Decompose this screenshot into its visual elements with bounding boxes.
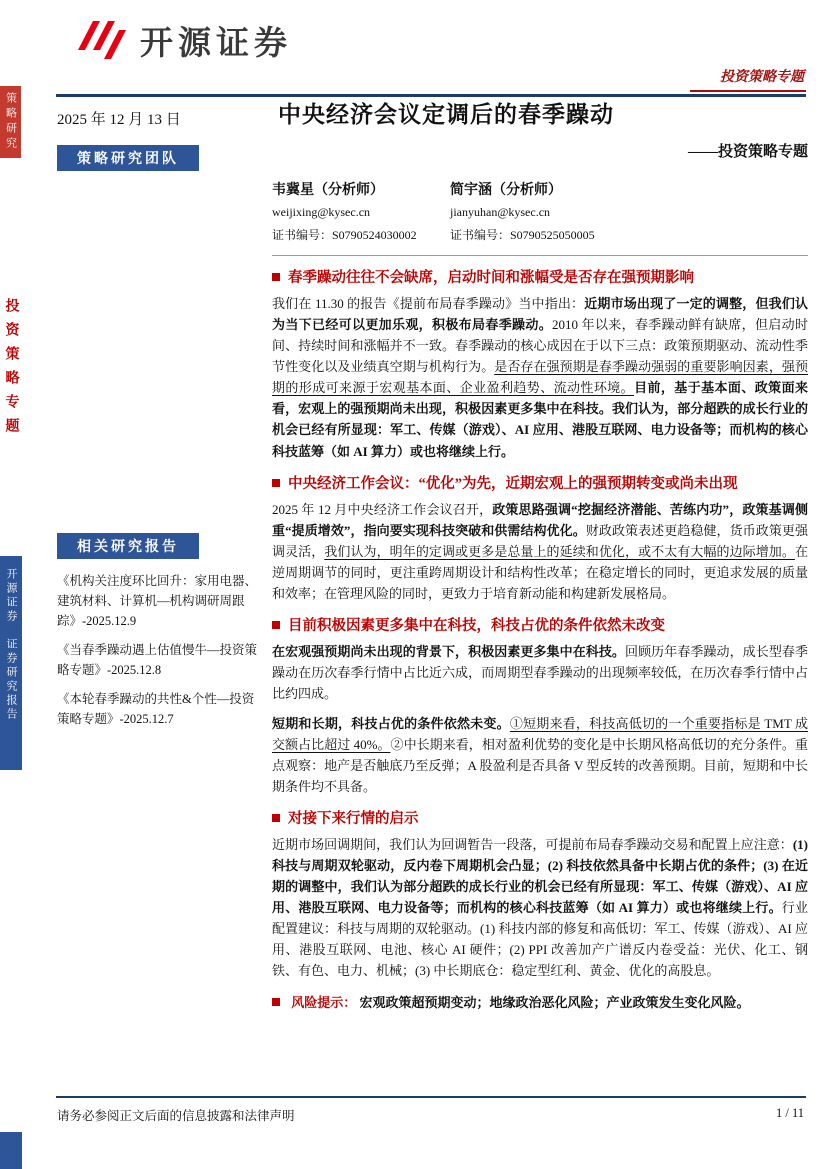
section-bullet-icon — [272, 998, 280, 1006]
text-segment: (1) 科技与周期双轮驱动，反内卷下周期机会凸显；(2) 科技依然具备中长期占优的条件；(3) 在近期的调整中，我们认为部分超跌的成长行业的机会已经有所显现：军工、传媒（游戏）、AI 应用、港股互联网、电力设备等；而机构的核心科技蓝筹（如 AI 算力）或也将继续上行。 — [272, 837, 808, 916]
divider — [272, 255, 808, 256]
analyst-name: 简宇涵（分析师） — [450, 182, 562, 198]
text-segment: 回顾历年春季躁动，成长型春季躁动在历次春季行情中占比近六成，而周期型春季躁动的出现频率较低，在历次春季行情中占比约四成。 — [272, 644, 808, 702]
side-tag-research-report: 证券研究报告 — [5, 638, 17, 722]
section-bullet-icon — [272, 273, 280, 281]
related-report-item: 《机构关注度环比回升：家用电器、建筑材料、计算机—机构调研周跟踪》-2025.12.9 — [57, 574, 258, 628]
paragraph — [272, 499, 808, 604]
related-report-item: 《当春季躁动遇上估值慢牛—投资策略专题》-2025.12.8 — [57, 643, 258, 677]
section-heading-text: 对接下来行情的启示 — [288, 810, 419, 827]
risk-note — [272, 993, 808, 1014]
paragraph — [272, 293, 808, 461]
side-tag-company-name: 开源证券 — [5, 568, 17, 624]
team-badge: 策略研究团队 — [57, 145, 199, 171]
sections — [272, 268, 808, 981]
section-bullet-icon — [272, 479, 280, 487]
footer — [57, 1106, 804, 1124]
report-body — [272, 100, 808, 1092]
text-segment: 我们在 11.30 的报告《提前布局春季躁动》当中指出： — [272, 296, 585, 312]
report-date: 2025 年 12 月 13 日 — [57, 112, 181, 128]
text-segment: 是否存在强预期是春季躁动强弱的重要影响因素，强预期的形成可来源于宏观基本面、企业盈利趋势、流动性环境。 — [272, 359, 808, 396]
text-segment: 我们认为，明年的定调或更多是总量上的延续和优化，或不太有大幅的边际增加。 — [324, 543, 795, 559]
side-tag-company-block — [0, 556, 22, 770]
text-segment: 2010 年以来，春季躁动鲜有缺席，但启动时间、持续时间和涨幅并不一致。春季躁动的核心成因在于以下三点：政策预期驱动、流动性季节性变化以及业绩真空期与机构行为。 — [272, 317, 808, 375]
analyst-name: 韦冀星（分析师） — [272, 182, 384, 198]
header-rule — [56, 94, 806, 97]
text-segment: ②中长期来看，相对盈利优势的变化是中长期风格高低切的充分条件。重点观察：地产是否触底乃至反弹；A 股盈利是否具备 V 型反转的改善预期。目前，短期和中长期条件均不具备。 — [272, 736, 808, 794]
text-segment: 短期和长期，科技占优的条件依然未变。 — [272, 715, 510, 731]
footer-disclaimer: 请务必参阅正文后面的信息披露和法律声明 — [57, 1109, 295, 1123]
company-name: 开源证券 — [140, 25, 292, 62]
section-heading — [272, 474, 808, 494]
related-report-item: 《本轮春季躁动的共性&个性—投资策略专题》-2025.12.7 — [57, 692, 255, 726]
kaiyuan-logo-icon — [74, 16, 128, 64]
text-segment: 目前，基于基本面、政策面来看，宏观上的强预期尚未出现，积极因素更多集中在科技。 — [272, 380, 808, 417]
text-segment: 近期市场回调期间，我们认为回调暂告一段落，可提前布局春季躁动交易和配置上应注意： — [272, 837, 793, 853]
text-segment: 政策思路强调“挖掘经济潜能、苦练内功”，政策基调侧重“提质增效”，指向要实现科技突破和供需结构优化。 — [272, 501, 808, 538]
section-heading — [272, 616, 808, 636]
related-reports-badge: 相关研究报告 — [57, 533, 199, 559]
side-tag-investment-strategy-text: 投资策略专题 — [3, 298, 19, 442]
section-heading-text: 春季躁动往往不会缺席，启动时间和涨幅受是否存在强预期影响 — [288, 269, 694, 286]
company-logo — [74, 16, 292, 64]
side-tag-strategy-research — [0, 86, 21, 158]
side-tag-strategy-research-text: 策略研究 — [4, 92, 17, 152]
side-tag-investment-strategy — [0, 298, 21, 498]
section-heading — [272, 809, 808, 829]
footer-rule — [56, 1096, 806, 1098]
section-bullet-icon — [272, 621, 280, 629]
text-segment: 在宏观强预期尚未出现的背景下，积极因素更多集中在科技。 — [272, 644, 626, 660]
analyst-cert: 证书编号：S0790524030002 — [272, 227, 417, 242]
text-segment: 财政政策表述更趋稳健，货币政策更强调灵活， — [272, 522, 808, 559]
section-heading-text: 中央经济工作会议：“优化”为先，近期宏观上的强预期转变或尚未出现 — [288, 475, 738, 492]
text-segment: 近期市场出现了一定的调整，但我们认为当下已经可以更加乐观，积极布局春季躁动。 — [272, 296, 808, 333]
paragraph — [272, 713, 808, 797]
text-segment: 我们认为，部分超跌的成长行业的机会已经有所显现：军工、传媒（游戏）、AI 应用、港股互联网、电力设备等；而机构的核心科技蓝筹（如 AI 算力）或也将继续上行。 — [272, 401, 808, 459]
sidebar — [57, 108, 263, 738]
risk-label: 风险提示： — [291, 995, 357, 1011]
paragraph — [272, 641, 808, 704]
text-segment: 2025 年 12 月中央经济工作会议召开， — [272, 501, 493, 517]
section-heading — [272, 268, 808, 288]
page-number: 1 / 11 — [775, 1106, 804, 1120]
report-title: 中央经济会议定调后的春季躁动 — [278, 102, 614, 127]
corner-block — [0, 1132, 22, 1169]
text-segment: 在逆周期调节的同时，更注重跨周期设计和结构性改革；在稳定增长的同时，更追求发展的质量和效率；在管理风险的同时，更致力于培育新动能和构建新发展格局。 — [272, 543, 808, 602]
report-category-tag: 投资策略专题 — [690, 66, 806, 92]
analysts-row — [272, 179, 808, 243]
analyst-email: weijixing@kysec.cn — [272, 204, 371, 219]
text-segment: ①短期来看，科技高低切的一个重要指标是 TMT 成交额占比超过 40%。 — [272, 715, 808, 752]
risk-text: 宏观政策超预期变动；地缘政治恶化风险；产业政策发生变化风险。 — [359, 995, 750, 1011]
text-segment: 行业配置建议：科技与周期的双轮驱动。(1) 科技内部的修复和高低切：军工、传媒（游戏）、AI 应用、港股互联网、电池、核心 AI 硬件；(2) PPI 改善加产广谱反内卷受益：光伏、化工、钢铁、有色、电力、机械；(3) 中长期底仓：稳定型红利、黄金、优化的高股息。 — [272, 900, 808, 979]
related-report-list — [57, 571, 261, 729]
analyst-cert: 证书编号：S0790525050005 — [450, 227, 595, 242]
analyst-card — [450, 179, 628, 243]
section-bullet-icon — [272, 814, 280, 822]
section-heading-text: 目前积极因素更多集中在科技，科技占优的条件依然未改变 — [288, 618, 665, 635]
report-subtitle: ——投资策略专题 — [687, 143, 808, 160]
paragraph — [272, 834, 808, 981]
analyst-card — [272, 179, 450, 243]
analyst-email: jianyuhan@kysec.cn — [450, 204, 551, 219]
